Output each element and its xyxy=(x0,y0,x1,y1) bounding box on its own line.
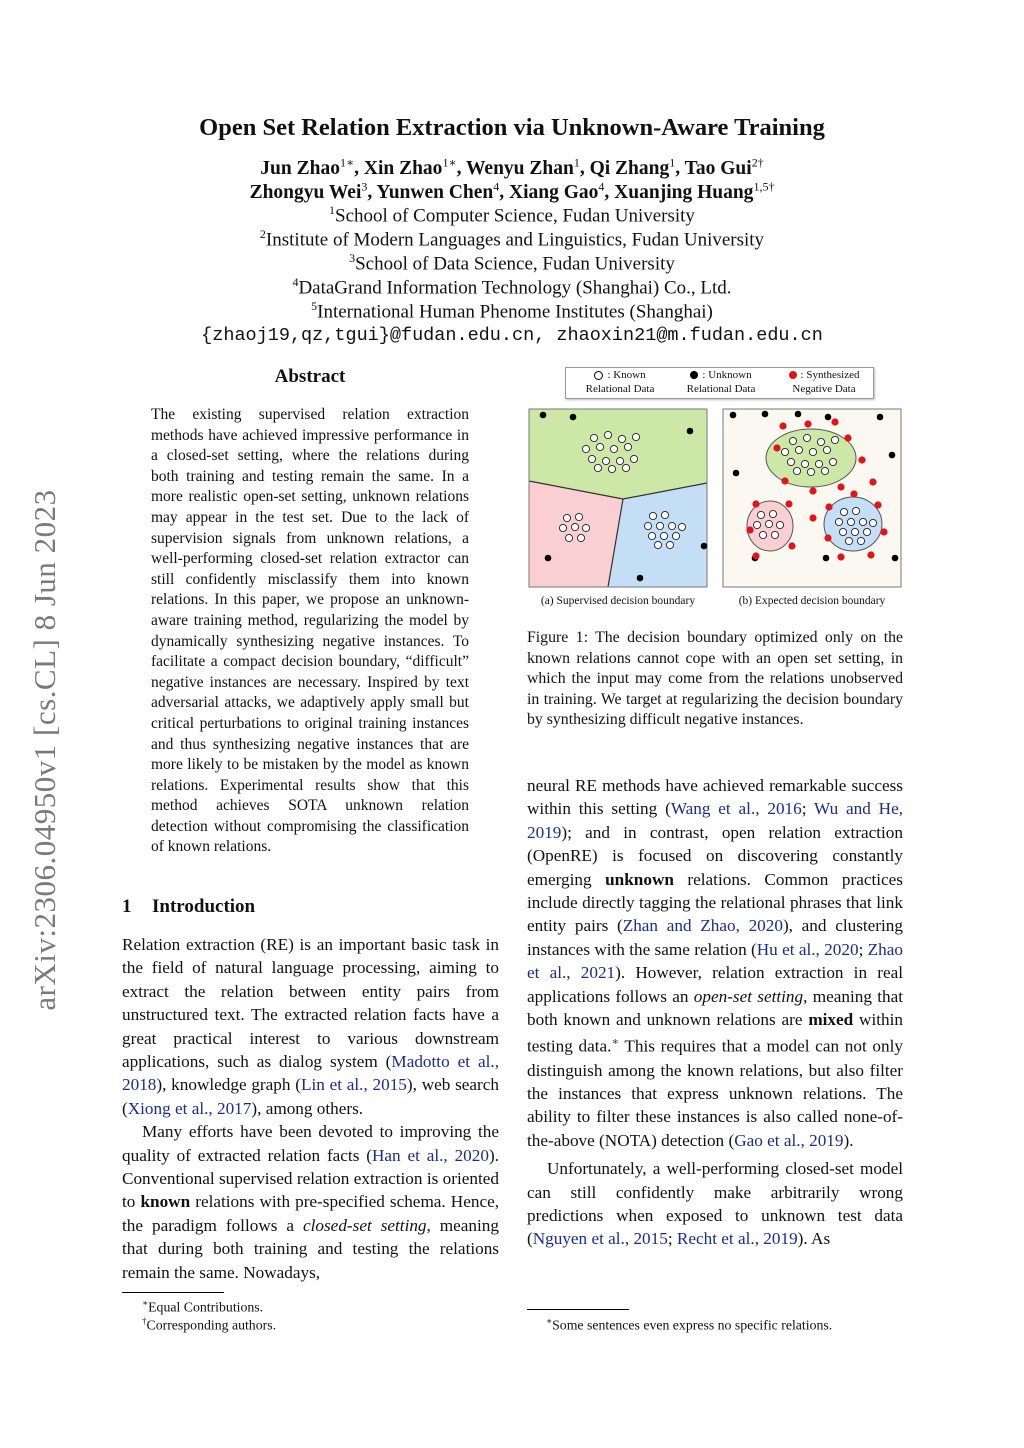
paragraph: Many efforts have been devoted to improving the quality of extracted relation facts (Han et al., 2020). Conventional supervised relation extraction is oriented to known relations with pre-specified schema. Hence, the paradigm follows a closed-set setting, meaning that during both training and testing the relations remain the same. Nowadays, xyxy=(122,1122,499,1282)
citation-link[interactable]: Wu and He, 2019 xyxy=(527,799,903,842)
known-point xyxy=(789,437,796,444)
known-point xyxy=(795,446,802,453)
known-point xyxy=(660,532,667,539)
known-point xyxy=(602,457,609,464)
known-point xyxy=(563,514,570,521)
known-point xyxy=(859,518,866,525)
author: Wenyu Zhan$^1$ xyxy=(466,155,580,179)
known-point xyxy=(648,532,655,539)
synthesized-point xyxy=(837,553,844,560)
known-point xyxy=(823,446,830,453)
red-dot-icon xyxy=(789,371,797,379)
synthesized-point xyxy=(809,487,816,494)
left-column-body xyxy=(122,933,499,1284)
legend-unknown: : Unknown Relational Data xyxy=(686,369,756,395)
synthesized-point xyxy=(804,420,811,427)
known-point xyxy=(869,519,876,526)
known-point xyxy=(765,520,772,527)
decision-boundary-figure xyxy=(528,408,903,589)
synthesized-point xyxy=(752,552,759,559)
unknown-point xyxy=(545,555,552,562)
footnote: †Corresponding authors. xyxy=(142,1316,277,1333)
citation-link[interactable]: Wang et al., 2016 xyxy=(670,799,802,819)
unknown-point xyxy=(730,412,737,419)
known-point xyxy=(769,510,776,517)
arxiv-id: arXiv:2306.04950v1 [cs.CL] 8 Jun 2023 xyxy=(27,489,62,1011)
known-point xyxy=(759,531,766,538)
author: Xin Zhao$^{1∗}$ xyxy=(363,155,457,179)
unknown-point xyxy=(570,414,577,421)
known-point xyxy=(831,436,838,443)
known-point xyxy=(565,534,572,541)
known-point xyxy=(649,512,656,519)
unknown-point xyxy=(877,414,884,421)
affiliation: $^1$School of Computer Science, Fudan University xyxy=(329,203,695,227)
synthesized-point xyxy=(824,534,831,541)
unknown-point xyxy=(687,428,694,435)
known-point xyxy=(817,438,824,445)
legend-known: : Known Relational Data xyxy=(585,369,655,395)
known-point xyxy=(809,448,816,455)
known-point xyxy=(839,528,846,535)
synthesized-point xyxy=(858,456,865,463)
known-point xyxy=(644,522,651,529)
abstract-heading: Abstract xyxy=(274,366,346,387)
known-point xyxy=(771,531,778,538)
known-point xyxy=(757,511,764,518)
unknown-point xyxy=(889,452,896,459)
known-point xyxy=(575,513,582,520)
paragraph: neural RE methods have achieved remarkable success within this setting (Wang et al., 2016; Wu and He, 2019); and in contrast, open relation extraction (OpenRE) is focused on discovering constantly emerging unknown relations. Common practices include directly tagging the relational phrases that link entity pairs (Zhan and Zhao, 2020), and clustering instances with the same relation (Hu et al., 2020; Zhao et al., 2021). However, relation extraction in real applications follows an open-set setting, meaning that both known and unknown relations are mixed within testing data.∗ This requires that a model can not only distinguish among the known relations, but also filter the instances that express unknown relations. The ability to filter these instances is also called none-of-the-above (NOTA) detection (Gao et al., 2019). xyxy=(527,776,903,1150)
footnote-rule xyxy=(527,1309,629,1310)
synthesized-point xyxy=(781,477,788,484)
arxiv-sidebar xyxy=(10,460,80,1040)
known-point xyxy=(668,522,675,529)
panel-b xyxy=(723,409,901,587)
known-point xyxy=(559,524,566,531)
known-point xyxy=(618,435,625,442)
synthesized-point xyxy=(809,514,816,521)
known-point xyxy=(835,518,842,525)
synthesized-point xyxy=(831,418,838,425)
known-point xyxy=(624,443,631,450)
known-point xyxy=(571,523,578,530)
known-point xyxy=(815,460,822,467)
known-point xyxy=(654,541,661,548)
known-point xyxy=(793,467,800,474)
author: Qi Zhang$^1$ xyxy=(589,155,676,179)
known-point xyxy=(594,464,601,471)
footnote-rule xyxy=(122,1292,224,1293)
footnote-marker[interactable]: ∗ xyxy=(611,1036,619,1049)
known-point xyxy=(821,467,828,474)
paragraph: Relation extraction (RE) is an important basic task in the field of natural language processing, aiming to extract the relation between entity pairs from unstructured text. The extracted relation facts have a great practical interest to various downstream applications, such as dialog system (Madotto et al., 2018), knowledge graph (Lin et al., 2015), web search (Xiong et al., 2017), among others. xyxy=(122,935,499,1118)
citation-link[interactable]: Lin et al., 2015 xyxy=(300,1075,407,1095)
unknown-point xyxy=(892,555,899,562)
footnote: ∗Some sentences even express no specific relations. xyxy=(546,1316,833,1333)
synthesized-point xyxy=(788,542,795,549)
synthesized-point xyxy=(825,503,832,510)
known-point xyxy=(656,522,663,529)
synthesized-point xyxy=(867,551,874,558)
panel-a xyxy=(529,409,707,587)
known-point xyxy=(666,541,673,548)
authors-line-1: Jun Zhao$^{1∗}$, Xin Zhao$^{1∗}$, Wenyu Zhan$^1$, Qi Zhang$^1$, Tao Gui$^{2\dagger}$ xyxy=(260,155,764,179)
unknown-point xyxy=(701,543,708,550)
paragraph: Unfortunately, a well-performing closed-set model can still confidently make arbitrarily wrong predictions when exposed to unknown test data (Nguyen et al., 2015; Recht et al., 2019). As xyxy=(527,1159,903,1249)
synthesized-point xyxy=(779,422,786,429)
unknown-point xyxy=(823,555,830,562)
known-point xyxy=(807,468,814,475)
synthesized-point xyxy=(869,478,876,485)
author: Zhongyu Wei$^3$ xyxy=(249,179,368,203)
known-point xyxy=(610,445,617,452)
known-point xyxy=(596,443,603,450)
known-point xyxy=(840,508,847,515)
author: Xiang Gao$^4$ xyxy=(509,179,605,203)
known-point xyxy=(847,518,854,525)
figure-legend xyxy=(565,367,874,399)
known-point xyxy=(787,458,794,465)
subcaption-b: (b) Expected decision boundary xyxy=(738,595,886,607)
synthesized-point xyxy=(773,444,780,451)
unknown-point xyxy=(540,412,547,419)
affiliation: $^3$School of Data Science, Fudan University xyxy=(349,251,675,275)
subcaption-a: (a) Supervised decision boundary xyxy=(540,595,696,607)
hollow-circle-icon xyxy=(594,371,603,380)
known-point xyxy=(857,537,864,544)
known-point xyxy=(803,434,810,441)
affiliation: $^5$International Human Phenome Institutes (Shanghai) xyxy=(311,299,713,323)
citation-link[interactable]: Nguyen et al., 2015 xyxy=(532,1229,668,1249)
author-emails: {zhaoj19,qz,tgui}@fudan.edu.cn, zhaoxin21@m.fudan.edu.cn xyxy=(201,325,823,346)
known-point xyxy=(678,523,685,530)
known-point xyxy=(672,532,679,539)
unknown-point xyxy=(795,411,802,418)
authors-line-2: Zhongyu Wei$^3$, Yunwen Chen$^4$, Xiang Gao$^4$, Xuanjing Huang$^{1,5\dagger}$ xyxy=(249,179,775,203)
author: Jun Zhao$^{1∗}$ xyxy=(260,155,355,179)
paper-title: Open Set Relation Extraction via Unknown-Aware Training xyxy=(199,114,825,141)
known-point xyxy=(776,521,783,528)
citation-link[interactable]: Xiong et al., 2017 xyxy=(127,1098,252,1118)
citation-link[interactable]: Zhan and Zhao, 2020 xyxy=(622,916,783,936)
author: Yunwen Chen$^4$ xyxy=(376,179,500,203)
known-point xyxy=(582,524,589,531)
citation-link[interactable]: Gao et al., 2019 xyxy=(734,1130,844,1150)
footnote: ∗Equal Contributions. xyxy=(142,1298,264,1315)
synthesized-point xyxy=(746,526,753,533)
known-point xyxy=(829,458,836,465)
known-point xyxy=(851,528,858,535)
author: Tao Gui$^{2\dagger}$ xyxy=(684,155,764,179)
unknown-point xyxy=(825,414,832,421)
citation-link[interactable]: Recht et al., 2019 xyxy=(676,1229,798,1249)
known-point xyxy=(801,460,808,467)
known-point xyxy=(588,455,595,462)
section-heading: 1 Introduction xyxy=(122,896,256,917)
known-point xyxy=(863,528,870,535)
unknown-point xyxy=(762,411,769,418)
affiliation: $^4$DataGrand Information Technology (Shanghai) Co., Ltd. xyxy=(292,275,732,299)
known-point xyxy=(616,457,623,464)
known-point xyxy=(582,445,589,452)
affiliation: $^2$Institute of Modern Languages and Linguistics, Fudan University xyxy=(259,227,765,251)
black-dot-icon xyxy=(690,371,698,379)
synthesized-point xyxy=(850,490,857,497)
citation-link[interactable]: Han et al., 2020 xyxy=(371,1145,489,1165)
known-point xyxy=(604,431,611,438)
known-point xyxy=(852,507,859,514)
synthesized-point xyxy=(880,528,887,535)
author: Xuanjing Huang$^{1,5\dagger}$ xyxy=(614,179,775,203)
known-point xyxy=(845,537,852,544)
synthesized-point xyxy=(844,434,851,441)
figure-caption: Figure 1: The decision boundary optimized only on the known relations cannot cope with an open set setting, in which the input may come from the relations unobserved in training. We target at regularizing the decision boundary by synthesizing difficult negative instances. xyxy=(527,629,903,729)
unknown-point xyxy=(637,575,644,582)
known-point xyxy=(661,511,668,518)
abstract-text: The existing supervised relation extraction methods have achieved impressive performance in a closed-set setting, where the relations during both training and testing remain the same. In a more realistic open-set setting, unknown relations may appear in the test set. Due to the lack of supervision signals from unknown relations, a well-performing closed-set relation extractor can still confidently misclassify them into known relations. In this paper, we propose an unknown-aware training method, regularizing the model by dynamically synthesizing negative instances. To facilitate a compact decision boundary, “difficult” negative instances are necessary. Inspired by text adversarial attacks, we adaptively apply small but critical perturbations to original training instances and thus synthesizing negative instances that are more likely to be mistaken by the model as known relations. Experimental results show that this method achieves SOTA unknown relation detection without compromising the classification of known relations. xyxy=(151,406,469,856)
citation-link[interactable]: Hu et al., 2020 xyxy=(756,939,859,959)
known-point xyxy=(632,433,639,440)
synthesized-point xyxy=(874,501,881,508)
known-point xyxy=(781,448,788,455)
known-point xyxy=(577,534,584,541)
synthesized-point xyxy=(785,500,792,507)
legend-synthesized: : Synthesized Negative Data xyxy=(776,369,872,396)
citation-link[interactable]: Zhao et al., 2021 xyxy=(527,939,903,983)
unknown-point xyxy=(733,470,740,477)
citation-link[interactable]: Madotto et al., 2018 xyxy=(122,1052,499,1095)
known-point xyxy=(753,521,760,528)
known-point xyxy=(630,455,637,462)
region-green xyxy=(529,409,707,499)
known-point xyxy=(622,464,629,471)
right-column-body xyxy=(527,774,903,1251)
known-point xyxy=(608,465,615,472)
synthesized-point xyxy=(752,500,759,507)
known-point xyxy=(590,434,597,441)
synthesized-point xyxy=(837,483,844,490)
